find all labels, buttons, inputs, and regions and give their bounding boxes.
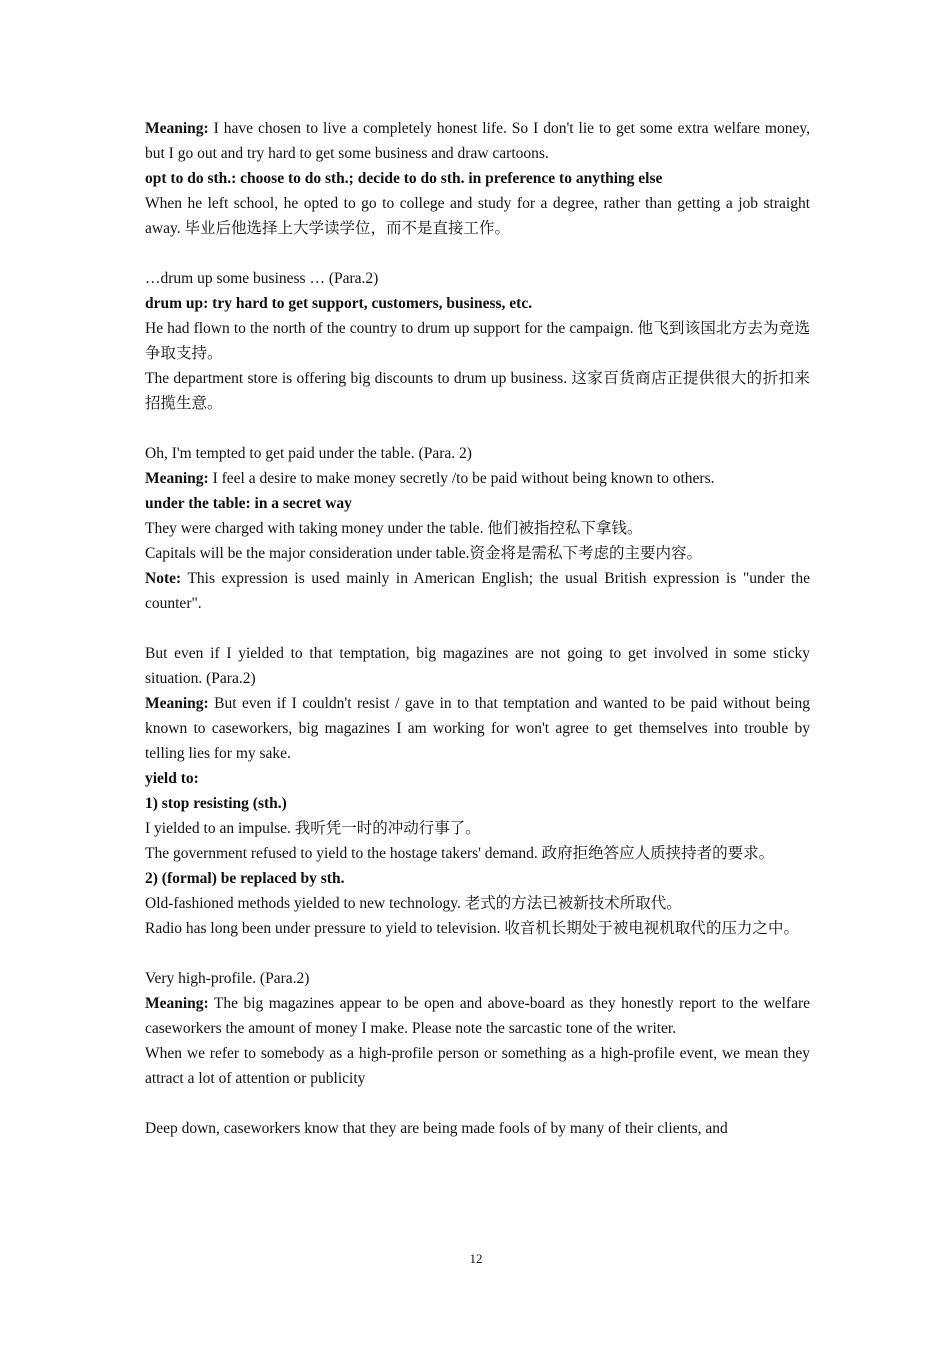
text-paragraph	[145, 541, 810, 566]
text-paragraph	[145, 266, 810, 291]
text-paragraph	[145, 766, 810, 791]
text-paragraph	[145, 891, 810, 916]
text-paragraph	[145, 566, 810, 616]
bold-term: Meaning:	[145, 120, 209, 137]
body-text: But even if I couldn't resist / gave in to that temptation and wanted to be paid without being known to caseworkers, big magazines I am working for won't agree to get themselves into trouble by telling lies for my sake.	[145, 695, 810, 762]
page-body	[145, 116, 810, 1141]
paragraph-spacer	[145, 616, 810, 641]
body-text: This expression is used mainly in American English; the usual British expression is "under the counter".	[145, 570, 810, 612]
body-text: Deep down, caseworkers know that they are being made fools of by many of their clients, and	[145, 1120, 728, 1137]
text-paragraph	[145, 791, 810, 816]
page-number: 12	[469, 1251, 483, 1266]
bold-term: yield to:	[145, 770, 199, 787]
bold-term: Meaning:	[145, 470, 209, 487]
paragraph-spacer	[145, 416, 810, 441]
text-paragraph	[145, 691, 810, 766]
bold-term: opt to do sth.: choose to do sth.; decide to do sth. in preference to anything else	[145, 170, 663, 187]
text-paragraph	[145, 316, 810, 366]
body-text: The government refused to yield to the hostage takers' demand. 政府拒绝答应人质挟持者的要求。	[145, 845, 775, 862]
text-paragraph	[145, 366, 810, 416]
text-paragraph	[145, 491, 810, 516]
text-paragraph	[145, 516, 810, 541]
body-text: Very high-profile. (Para.2)	[145, 970, 310, 987]
body-text: I have chosen to live a completely honest life. So I don't lie to get some extra welfare money, but I go out and try hard to get some business and draw cartoons.	[145, 120, 810, 162]
body-text: …drum up some business … (Para.2)	[145, 270, 379, 287]
body-text: Oh, I'm tempted to get paid under the table. (Para. 2)	[145, 445, 472, 462]
body-text: Old-fashioned methods yielded to new technology. 老式的方法已被新技术所取代。	[145, 895, 682, 912]
bold-term: 1) stop resisting (sth.)	[145, 795, 287, 812]
text-paragraph	[145, 966, 810, 991]
bold-term: 2) (formal) be replaced by sth.	[145, 870, 345, 887]
text-paragraph	[145, 991, 810, 1041]
body-text: Capitals will be the major consideration under table.资金将是需私下考虑的主要内容。	[145, 545, 703, 562]
text-paragraph	[145, 841, 810, 866]
text-paragraph	[145, 916, 810, 941]
paragraph-spacer	[145, 1091, 810, 1116]
text-paragraph	[145, 866, 810, 891]
text-paragraph	[145, 1116, 810, 1141]
bold-term: Meaning:	[145, 995, 209, 1012]
body-text: When we refer to somebody as a high-profile person or something as a high-profile event, we mean they attract a lot of attention or publicity	[145, 1045, 810, 1087]
text-paragraph	[145, 641, 810, 691]
bold-term: Meaning:	[145, 695, 209, 712]
body-text: I feel a desire to make money secretly /to be paid without being known to others.	[208, 470, 715, 487]
text-paragraph	[145, 191, 810, 241]
bold-term: under the table: in a secret way	[145, 495, 352, 512]
text-paragraph	[145, 466, 810, 491]
text-paragraph	[145, 816, 810, 841]
text-paragraph	[145, 441, 810, 466]
body-text: They were charged with taking money under the table. 他们被指控私下拿钱。	[145, 520, 643, 537]
body-text: But even if I yielded to that temptation, big magazines are not going to get involved in some sticky situation. (Para.2)	[145, 645, 810, 687]
bold-term: drum up: try hard to get support, customers, business, etc.	[145, 295, 533, 312]
paragraph-spacer	[145, 241, 810, 266]
body-text: Radio has long been under pressure to yield to television. 收音机长期处于被电视机取代的压力之中。	[145, 920, 799, 937]
text-paragraph	[145, 166, 810, 191]
body-text: He had flown to the north of the country to drum up support for the campaign. 他飞到该国北方去为竞选争取支持。	[145, 320, 810, 362]
body-text: The department store is offering big discounts to drum up business. 这家百货商店正提供很大的折扣来招揽生意。	[145, 370, 810, 412]
text-paragraph	[145, 291, 810, 316]
body-text: When he left school, he opted to go to college and study for a degree, rather than getting a job straight away. 毕业后他选择上大学读学位，而不是直接工作。	[145, 195, 810, 237]
paragraph-spacer	[145, 941, 810, 966]
text-paragraph	[145, 1041, 810, 1091]
body-text: The big magazines appear to be open and above-board as they honestly report to the welfare caseworkers the amount of money I make. Please note the sarcastic tone of the writer.	[145, 995, 810, 1037]
body-text: I yielded to an impulse. 我听凭一时的冲动行事了。	[145, 820, 481, 837]
bold-term: Note:	[145, 570, 182, 587]
text-paragraph	[145, 116, 810, 166]
